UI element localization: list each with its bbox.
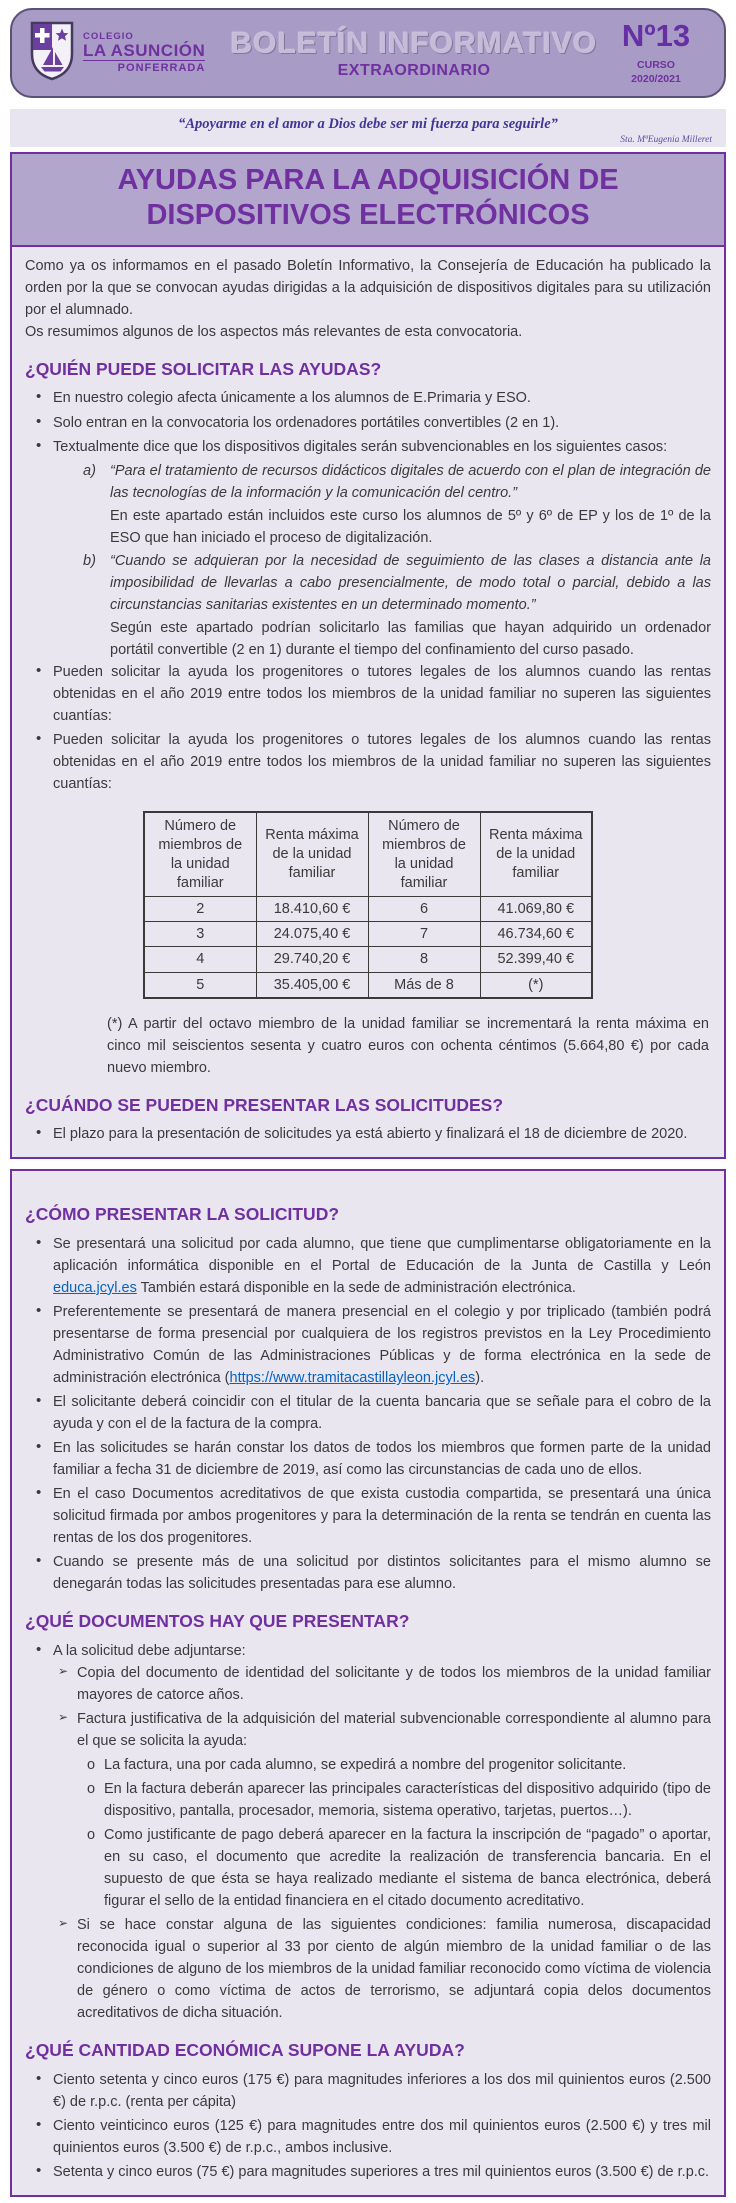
list-item: • En las solicitudes se harán constar los datos de todos los miembros que formen parte de la unidad familiar a fecha 31 de diciembre de 2019, así como las circunstancias de cada uno de ellos. bbox=[53, 1437, 711, 1481]
table-cell: 6 bbox=[368, 897, 480, 922]
newsletter-subtitle: EXTRAORDINARIO bbox=[337, 61, 491, 79]
course-label bbox=[604, 58, 708, 86]
case-a bbox=[83, 460, 711, 504]
quote-bar bbox=[10, 109, 726, 147]
table-cell: 2 bbox=[144, 897, 256, 922]
income-bullets bbox=[25, 661, 711, 795]
when-bullets bbox=[25, 1123, 711, 1145]
list-item: • Textualmente dice que los dispositivos digitales serán subvencionables en los siguientes casos: bbox=[53, 436, 711, 458]
table-cell: 5 bbox=[144, 972, 256, 998]
newsletter-title: BOLETÍN INFORMATIVO bbox=[230, 26, 598, 60]
quote-text: “Apoyarme en el amor a Dios debe ser mi fuerza para seguirle” bbox=[178, 116, 558, 132]
case-b bbox=[83, 550, 711, 616]
amount-bullets bbox=[25, 2069, 711, 2183]
list-item bbox=[77, 1708, 711, 1912]
case-b-quote: “Cuando se adquieran por la necesidad de seguimiento de las clases a distancia ante la imposibilidad de llevarlas a cabo presencialmente, de modo total o parcial, debido a las circunstancias sanitarias existentes en un determinado momento.” bbox=[110, 552, 711, 613]
table-cell: 18.410,60 € bbox=[256, 897, 368, 922]
heading-how: ¿CÓMO PRESENTAR LA SOLICITUD? bbox=[25, 1204, 340, 1225]
table-row bbox=[144, 972, 592, 998]
intro-paragraph: Os resumimos algunos de los aspectos más relevantes de esta convocatoria. bbox=[25, 323, 523, 340]
heading-amount: ¿QUÉ CANTIDAD ECONÓMICA SUPONE LA AYUDA? bbox=[25, 2040, 465, 2061]
table-cell: 41.069,80 € bbox=[480, 897, 592, 922]
logo-line-ponferrada: PONFERRADA bbox=[117, 61, 206, 74]
how-b1-text: Se presentará una solicitud por cada alumno, que tiene que cumplimentarse obligatoriamente en la aplicación informática disponible en el Portal de Educación de la Junta de Castilla y León bbox=[53, 1235, 711, 1274]
how-b2-text: Preferentemente se presentará de manera presencial en el colegio y por triplicado (también podrá presentarse de forma presencial por cualquiera de los registros previstos en la Ley Procedimiento Administrativo Común de las Administraciones Públicas y de forma electrónica en la sede de administración electrónica ( bbox=[53, 1303, 711, 1387]
case-a-label: a) bbox=[83, 462, 96, 479]
table-header-cell: Número de miembros de la unidad familiar bbox=[144, 812, 256, 897]
course-years: 2020/2021 bbox=[631, 73, 681, 85]
school-crest-icon bbox=[28, 20, 76, 87]
how-b1-text-after: También estará disponible en la sede de administración electrónica. bbox=[136, 1279, 576, 1296]
list-item: • Solo entran en la convocatoria los ordenadores portátiles convertibles (2 en 1). bbox=[53, 412, 711, 434]
table-footnote: (*) A partir del octavo miembro de la unidad familiar se incrementará la renta máxima en cinco mil seiscientos sesenta y cuatro euros con ochenta céntimos (5.664,80 €) por cada nuevo miembro. bbox=[107, 1015, 709, 1076]
list-item: • Ciento setenta y cinco euros (175 €) para magnitudes inferiores a los dos mil quinientos euros (2.500 €) de r.p.c. (renta per cápita) bbox=[53, 2069, 711, 2113]
masthead bbox=[224, 27, 604, 80]
list-item: ➢ Copia del documento de identidad del solicitante y de todos los miembros de la unidad familiar mayores de catorce años. bbox=[77, 1662, 711, 1706]
table-cell: 8 bbox=[368, 947, 480, 972]
list-item: o La factura, una por cada alumno, se expedirá a nombre del progenitor solicitante. bbox=[104, 1754, 711, 1776]
table-header-cell: Renta máxima de la unidad familiar bbox=[256, 812, 368, 897]
table-cell: 4 bbox=[144, 947, 256, 972]
list-item: • Pueden solicitar la ayuda los progenitores o tutores legales de los alumnos cuando las rentas obtenidas en el año 2019 entre todos los miembros de la unidad familiar no superen las siguientes cuantías: bbox=[53, 661, 711, 727]
table-row bbox=[144, 922, 592, 947]
income-table bbox=[143, 811, 593, 999]
list-item: • Pueden solicitar la ayuda los progenitores o tutores legales de los alumnos cuando las rentas obtenidas en el año 2019 entre todos los miembros de la unidad familiar no superen las siguientes cuantías: bbox=[53, 729, 711, 795]
newsletter-header bbox=[10, 8, 726, 98]
list-item: • El plazo para la presentación de solicitudes ya está abierto y finalizará el 18 de diciembre de 2020. bbox=[53, 1123, 711, 1145]
logo-line-asuncion: LA ASUNCIÓN bbox=[83, 40, 206, 60]
table-header-cell: Número de miembros de la unidad familiar bbox=[368, 812, 480, 897]
table-cell: 29.740,20 € bbox=[256, 947, 368, 972]
table-cell: 7 bbox=[368, 922, 480, 947]
heading-who: ¿QUIÉN PUEDE SOLICITAR LAS AYUDAS? bbox=[25, 358, 382, 379]
course-word: CURSO bbox=[637, 58, 675, 71]
table-cell: (*) bbox=[480, 972, 592, 998]
table-cell: 3 bbox=[144, 922, 256, 947]
table-cell: Más de 8 bbox=[368, 972, 480, 998]
table-header-cell: Renta máxima de la unidad familiar bbox=[480, 812, 592, 897]
list-item: o En la factura deberán aparecer las principales características del dispositivo adquirido (tipo de dispositivo, pantalla, procesador, memoria, sistema operativo, tarjetas, puertos…). bbox=[104, 1778, 711, 1822]
list-item: • Setenta y cinco euros (75 €) para magnitudes superiores a tres mil quinientos euros (3.500 €) de r.p.c. bbox=[53, 2161, 711, 2183]
heading-docs: ¿QUÉ DOCUMENTOS HAY QUE PRESENTAR? bbox=[25, 1611, 410, 1632]
intro bbox=[25, 255, 711, 343]
list-item: • Ciento veinticinco euros (125 €) para magnitudes entre dos mil quinientos euros (2.500 €) y tres mil quinientos euros (3.500 €) de r.p.c., ambos inclusive. bbox=[53, 2115, 711, 2159]
case-b-label: b) bbox=[83, 552, 96, 569]
quote-author: Sta. MªEugenia Milleret bbox=[620, 135, 712, 145]
table-cell: 46.734,60 € bbox=[480, 922, 592, 947]
case-a-note: En este apartado están incluidos este curso los alumnos de 5º y 6º de EP y los de 1º de la ESO que han iniciado el proceso de digitalización. bbox=[110, 507, 711, 546]
table-cell: 35.405,00 € bbox=[256, 972, 368, 998]
school-name bbox=[83, 32, 205, 74]
issue-block bbox=[604, 17, 708, 86]
table-cell: 24.075,40 € bbox=[256, 922, 368, 947]
issue-number: Nº13 bbox=[621, 17, 691, 53]
docs-bullets bbox=[25, 1640, 711, 2025]
docs-arrow2-text: Factura justificativa de la adquisición del material subvencionable correspondiente al alumno para el que se solicita la ayuda: bbox=[77, 1711, 711, 1750]
table-header-row bbox=[144, 812, 592, 897]
page-1 bbox=[10, 152, 726, 1159]
page-2-content bbox=[12, 1171, 724, 2195]
heading-when: ¿CUÁNDO SE PUEDEN PRESENTAR LAS SOLICITUDES? bbox=[25, 1094, 504, 1115]
docs-intro: A la solicitud debe adjuntarse: bbox=[53, 1642, 246, 1659]
list-item: • En nuestro colegio afecta únicamente a los alumnos de E.Primaria y ESO. bbox=[53, 387, 711, 409]
page-1-content bbox=[12, 247, 724, 1158]
how-b2-text-after: ). bbox=[475, 1370, 485, 1387]
table-row bbox=[144, 947, 592, 972]
list-item: ➢ Si se hace constar alguna de las siguientes condiciones: familia numerosa, discapacidad reconocida igual o superior al 33 por ciento de algún miembro de la unidad familiar o de las condiciones de alguno de los miembros de la unidad familiar reconocido como víctima de violencia de género o como víctima de actos de terrorismo, se adjuntará copia delos documentos acreditativos de dicha situación. bbox=[77, 1914, 711, 2024]
logo-line-colegio: COLEGIO bbox=[83, 30, 134, 42]
case-a-quote: “Para el tratamiento de recursos didácticos digitales de acuerdo con el plan de integración de las tecnologías de la información y la comunicación del centro.” bbox=[110, 462, 711, 501]
intro-paragraph: Como ya os informamos en el pasado Boletín Informativo, la Consejería de Educación ha publicado la orden por la que se convocan ayudas dirigidas a la adquisición de dispositivos digitales para su utilización por el alumnado. bbox=[25, 257, 711, 318]
educa-jcyl-link[interactable]: educa.jcyl.es bbox=[53, 1279, 137, 1296]
main-title: AYUDAS PARA LA ADQUISICIÓN DE DISPOSITIVOS ELECTRÓNICOS bbox=[12, 154, 724, 247]
who-bullets bbox=[25, 387, 711, 457]
list-item: • El solicitante deberá coincidir con el titular de la cuenta bancaria que se señale para el cobro de la ayuda y con el de la factura de la compra. bbox=[53, 1391, 711, 1435]
table-row bbox=[144, 897, 592, 922]
docs-arrow-list bbox=[53, 1662, 711, 2025]
school-logo bbox=[28, 20, 224, 87]
tramita-castillayleon-link[interactable]: https://www.tramitacastillayleon.jcyl.es bbox=[229, 1370, 476, 1387]
list-item bbox=[53, 1640, 711, 2025]
list-item: • En el caso Documentos acreditativos de que exista custodia compartida, se presentará una única solicitud firmada por ambos progenitores y para la determinación de la renta se tendrán en cuenta las rentas de los dos progenitores. bbox=[53, 1483, 711, 1549]
how-bullets bbox=[25, 1233, 711, 1596]
case-b-note: Según este apartado podrían solicitarlo las familias que hayan adquirido un ordenador portátil convertible (2 en 1) durante el tiempo del confinamiento del curso pasado. bbox=[110, 619, 711, 658]
list-item bbox=[53, 1301, 711, 1389]
table-cell: 52.399,40 € bbox=[480, 947, 592, 972]
page-2 bbox=[10, 1169, 726, 2197]
list-item bbox=[53, 1233, 711, 1299]
list-item: o Como justificante de pago deberá aparecer en la factura la inscripción de “pagado” o aportar, en su caso, el documento que acredite la realización de transferencia bancaria. En el supuesto de que ésta se haya realizado mediante el sistema de banca electrónica, deberá figurar el sello de la entidad financiera en el citado documento acreditativo. bbox=[104, 1824, 711, 1912]
docs-circle-list bbox=[77, 1754, 711, 1912]
list-item: • Cuando se presente más de una solicitud por distintos solicitantes para el mismo alumno se denegarán todas las solicitudes presentadas para ese alumno. bbox=[53, 1551, 711, 1595]
